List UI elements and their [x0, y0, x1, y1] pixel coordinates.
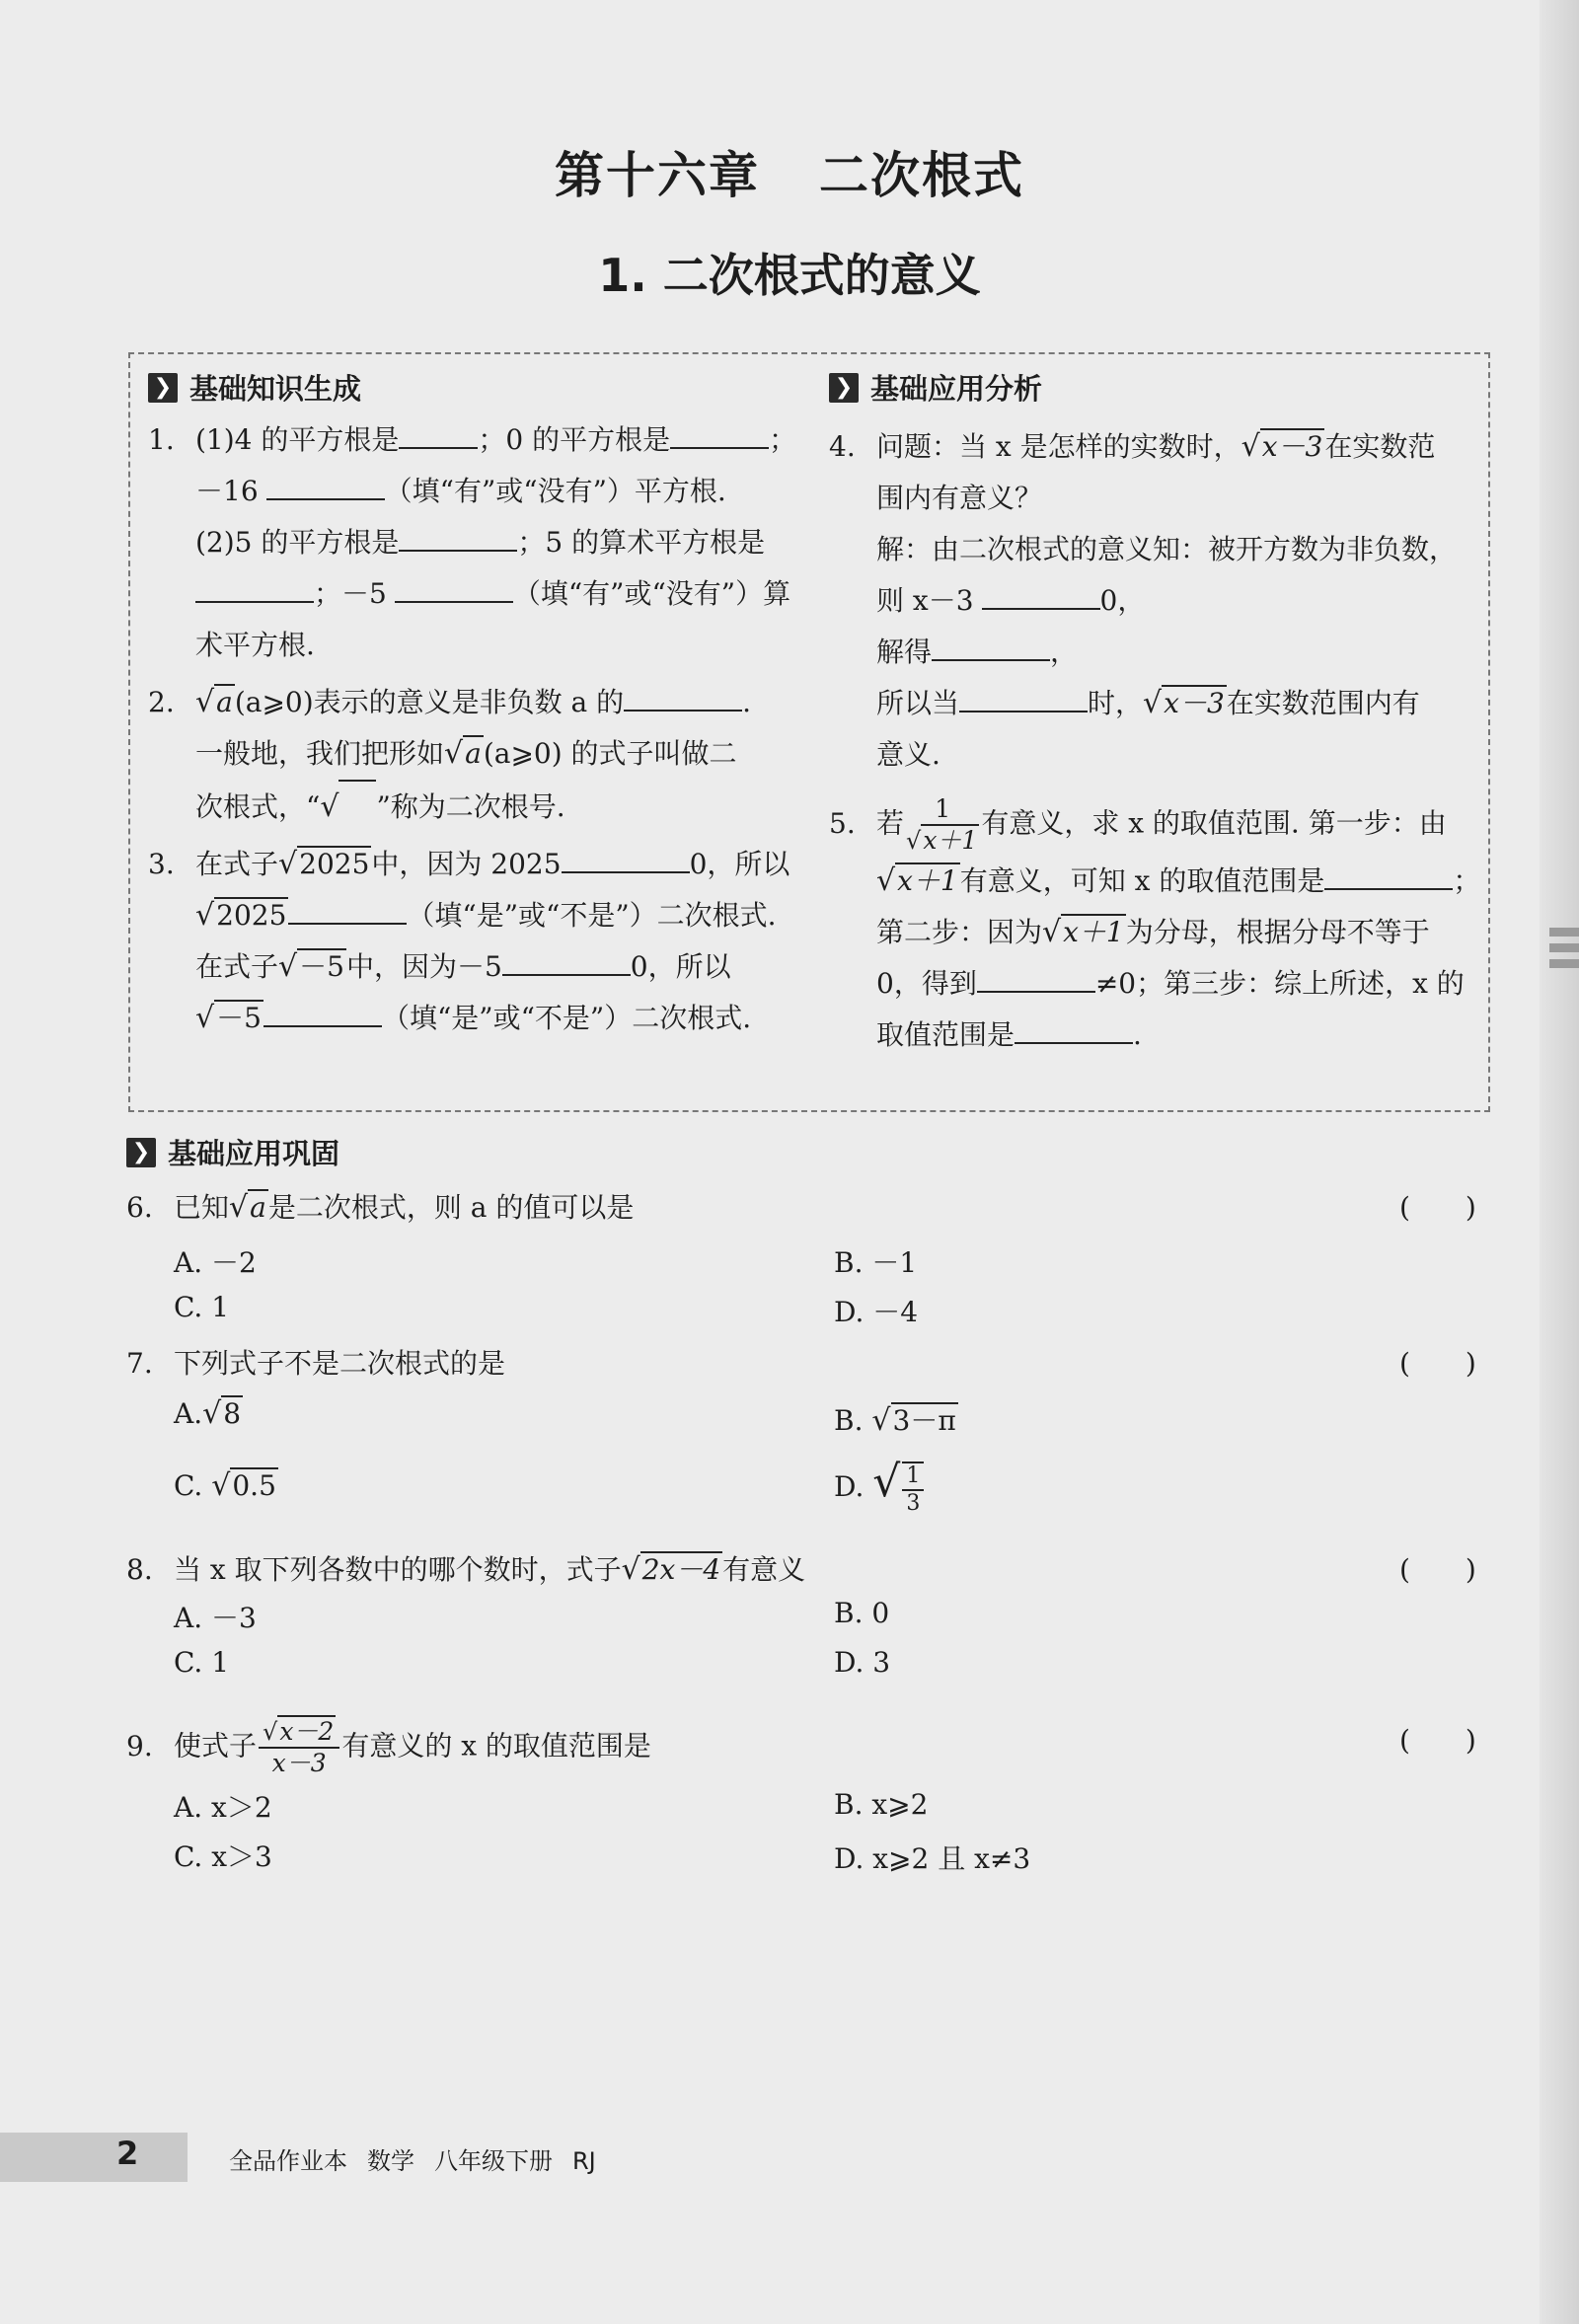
q4-text: 在实数范围内有	[1226, 687, 1420, 719]
radical: √8	[202, 1396, 242, 1431]
answer-blank[interactable]	[263, 996, 382, 1027]
option-label: C.	[174, 1469, 203, 1502]
q7-option-b[interactable]	[834, 1399, 958, 1439]
radical: √－5	[195, 1001, 262, 1035]
section-title: 1. 二次根式的意义	[598, 249, 981, 302]
radicand: －5	[299, 950, 344, 983]
q2-line-2	[148, 728, 799, 780]
radicand: a	[216, 686, 233, 718]
q3-text: 中，因为 2025	[371, 848, 562, 880]
radical: √a	[229, 1190, 266, 1225]
q4-line-4	[829, 575, 1480, 627]
q3-text: （填“是”或“不是”）二次根式.	[381, 1002, 752, 1034]
arrow-icon: ❯	[829, 373, 859, 403]
q2-text: (a⩾0) 的式子叫做二	[483, 737, 737, 770]
radicand: 3－π	[892, 1404, 956, 1437]
q2-number: 2.	[148, 686, 175, 718]
radicand: －5	[216, 1002, 262, 1034]
arrow-icon: ❯	[148, 373, 178, 403]
answer-blank[interactable]	[266, 469, 385, 500]
radicand: 2x－4	[641, 1553, 721, 1586]
radicand: x＋1	[1063, 916, 1124, 948]
q3-text: 0，所以	[689, 848, 790, 880]
radicand: x＋1	[923, 826, 978, 855]
answer-blank[interactable]	[502, 944, 631, 976]
answer-blank[interactable]	[977, 961, 1095, 993]
radicand: x－3	[1261, 430, 1323, 463]
q9-option-d[interactable]: D. x⩾2 且 x≠3	[834, 1842, 1031, 1875]
q4-text: 解得	[876, 636, 933, 668]
q3-line-1	[148, 839, 799, 890]
q6-option-a[interactable]: A. －2	[174, 1246, 257, 1279]
q3-line-2	[148, 890, 799, 941]
option-label: A.	[174, 1397, 203, 1430]
q3-text: 中，因为－5	[345, 950, 502, 983]
q4-line-3: 解：由二次根式的意义知：被开方数为非负数，	[876, 533, 1458, 565]
q2-text: .	[742, 686, 752, 718]
q5-number: 5.	[829, 806, 856, 840]
radical: √ $\frac{1}{3}$	[872, 1457, 926, 1517]
page-edge-shade	[1540, 0, 1579, 2324]
edge-marks	[1549, 928, 1579, 975]
q1-text: ；－5	[314, 577, 387, 610]
radical: √x－3	[1143, 686, 1225, 720]
radicand: a	[465, 737, 482, 770]
radical: √2025	[278, 847, 370, 881]
radicand: 0.5	[232, 1469, 276, 1502]
option-label: D.	[834, 1470, 865, 1503]
radicand: a	[250, 1191, 266, 1224]
q3-text: 在式子	[195, 848, 279, 880]
q5-text: 取值范围是	[876, 1018, 1015, 1051]
q5-text: 若	[876, 806, 905, 840]
consolidation-heading-text: 基础应用巩固	[168, 1137, 340, 1170]
q2-text: ”称为二次根号.	[376, 790, 565, 823]
radical-symbol: √	[320, 780, 376, 833]
q8-option-c[interactable]: C. 1	[174, 1646, 230, 1679]
footer-book: 全品作业本	[229, 2147, 347, 2175]
radicand: x＋1	[897, 864, 958, 897]
q4-number: 4.	[829, 430, 856, 463]
q9-text: 使式子	[174, 1729, 258, 1762]
q5-line-2	[829, 856, 1480, 907]
q1-line-5	[148, 620, 799, 671]
q5-line-5	[829, 1010, 1480, 1061]
page-number: 2	[116, 2135, 139, 2172]
q7-option-c[interactable]	[174, 1468, 278, 1503]
radicand: 2025	[216, 899, 287, 932]
answer-paren[interactable]: ( )	[1399, 1191, 1476, 1224]
radical: √x＋1	[1042, 915, 1124, 949]
answer-blank[interactable]	[624, 680, 742, 712]
q2-text: 次根式，“	[195, 790, 321, 823]
radical: √x＋1	[906, 826, 978, 855]
q1-text: 术平方根.	[195, 629, 315, 661]
q8-text: 有意义	[722, 1553, 806, 1586]
q1-line-3	[148, 517, 799, 568]
q5-text: ；	[1453, 864, 1481, 897]
chapter-name: 二次根式	[819, 147, 1024, 204]
q5-text: 有意义，求 x 的取值范围. 第一步：由	[981, 806, 1447, 840]
left-heading-text: 基础知识生成	[189, 372, 362, 406]
q9-number: 9.	[126, 1729, 153, 1762]
q1-text: （填“有”或“没有”）平方根.	[384, 475, 726, 507]
q8-option-b[interactable]: B. 0	[834, 1597, 890, 1629]
answer-blank[interactable]	[399, 520, 517, 552]
fraction	[259, 1717, 339, 1778]
footer-info	[229, 2141, 616, 2176]
q9-option-b[interactable]: B. x⩾2	[834, 1788, 929, 1821]
radical: √2x－4	[621, 1552, 721, 1587]
radical: √0.5	[211, 1468, 276, 1503]
q8-stem	[126, 1546, 1476, 1594]
q9-text: 有意义的 x 的取值范围是	[341, 1729, 651, 1762]
q4-text: 时，	[1088, 687, 1144, 719]
q4-text: 所以当	[876, 687, 960, 719]
answer-blank[interactable]	[562, 842, 690, 873]
q3-text: 在式子	[195, 950, 279, 983]
q4-text: 在实数范	[1324, 430, 1436, 463]
q4-text: 则 x－3	[876, 584, 974, 617]
radicand: 8	[223, 1397, 242, 1430]
q1-line-1	[148, 414, 799, 466]
option-label: B.	[834, 1404, 864, 1437]
q5-text: 有意义，可知 x 的取值范围是	[959, 864, 1325, 897]
answer-blank[interactable]	[959, 681, 1088, 712]
fraction-numerator: 1	[931, 794, 954, 826]
q2-text: 一般地，我们把形如	[195, 737, 445, 770]
answer-blank[interactable]	[288, 893, 407, 925]
q6-option-d[interactable]: D. －4	[834, 1296, 919, 1328]
q6-number: 6.	[126, 1191, 153, 1224]
q1-line-4	[148, 568, 799, 620]
radical: √x＋1	[876, 863, 958, 898]
q8-number: 8.	[126, 1553, 153, 1586]
answer-blank[interactable]	[670, 417, 769, 449]
left-column	[148, 414, 799, 1044]
q7-option-a[interactable]	[174, 1396, 243, 1431]
footer-edition: RJ	[572, 2147, 596, 2175]
q9-option-c[interactable]: C. x＞3	[174, 1840, 272, 1873]
q2-line-1	[148, 677, 799, 728]
right-heading	[829, 367, 1042, 408]
radical: √a	[444, 736, 482, 771]
q8-option-d[interactable]: D. 3	[834, 1646, 891, 1679]
q8-option-a[interactable]: A. －3	[174, 1602, 257, 1634]
answer-blank[interactable]	[932, 630, 1050, 661]
q3-line-3	[148, 941, 799, 993]
q5-line-1	[829, 794, 1480, 856]
answer-blank[interactable]	[982, 578, 1100, 610]
radical: √a	[195, 685, 233, 719]
answer-blank[interactable]	[399, 417, 478, 449]
answer-blank[interactable]	[1015, 1012, 1133, 1044]
footer-tab	[0, 2133, 188, 2182]
q5-text: 0，得到	[876, 967, 977, 1000]
radicand: 2025	[299, 848, 370, 880]
radicand: x－2	[279, 1717, 335, 1746]
q1-text: ；	[769, 423, 797, 456]
q1-text: （填“有”或“没有”）算	[512, 577, 791, 610]
answer-paren[interactable]: ( )	[1399, 1553, 1476, 1586]
q4-line-1	[829, 421, 1480, 473]
q5-line-4	[829, 958, 1480, 1010]
q1-text: ；5 的算术平方根是	[517, 526, 766, 559]
q7-text: 下列式子不是二次根式的是	[174, 1347, 506, 1380]
q1-text: (2)5 的平方根是	[195, 526, 400, 559]
q3-text: 0，所以	[630, 950, 731, 983]
q1-text: (1)4 的平方根是	[195, 423, 400, 456]
answer-paren[interactable]: ( )	[1399, 1347, 1476, 1380]
q7-number: 7.	[126, 1347, 153, 1380]
q5-text: .	[1133, 1018, 1142, 1051]
consolidation-heading	[126, 1132, 339, 1172]
footer-grade: 八年级下册	[434, 2147, 553, 2175]
fraction-denominator: x－3	[271, 1749, 327, 1777]
arrow-icon: ❯	[126, 1138, 156, 1167]
q2-line-3	[148, 780, 799, 833]
fraction-numerator: 1	[902, 1463, 924, 1491]
q4-text: 0，	[1099, 584, 1146, 617]
q9-option-a[interactable]: A. x＞2	[174, 1791, 272, 1824]
radical: √3－π	[871, 1403, 956, 1438]
right-column	[829, 421, 1480, 1061]
q2-text: (a⩾0)表示的意义是非负数 a 的	[234, 686, 625, 718]
q4-line-2: 围内有意义？	[876, 482, 1043, 514]
footer-subject: 数学	[367, 2147, 414, 2175]
q4-line-5	[829, 627, 1480, 678]
q5-line-3	[829, 907, 1480, 958]
fraction	[906, 794, 979, 856]
answer-blank[interactable]	[395, 571, 513, 603]
q6-text: 已知	[174, 1191, 230, 1224]
q3-text: （填“是”或“不是”）二次根式.	[407, 899, 777, 932]
q5-text: 为分母，根据分母不等于	[1125, 916, 1430, 948]
q4-text: 问题：当 x 是怎样的实数时，	[876, 430, 1241, 463]
q5-text: 第二步：因为	[876, 916, 1043, 948]
q4-line-7: 意义.	[876, 738, 940, 771]
q1-text: －16	[195, 475, 259, 507]
q1-number: 1.	[148, 423, 175, 456]
q7-stem	[126, 1340, 1476, 1387]
q6-option-b[interactable]: B. －1	[834, 1246, 918, 1279]
answer-blank[interactable]	[195, 571, 314, 603]
fraction-denominator: 3	[906, 1490, 921, 1516]
q3-line-4	[148, 993, 799, 1044]
radical: √－5	[278, 949, 344, 984]
fraction-numerator: √x－2	[259, 1717, 339, 1749]
q1-text: ；0 的平方根是	[478, 423, 671, 456]
answer-paren[interactable]: ( )	[1399, 1724, 1476, 1757]
q6-text: 是二次根式，则 a 的值可以是	[267, 1191, 635, 1224]
radicand: x－3	[1164, 687, 1225, 719]
q3-number: 3.	[148, 848, 175, 880]
q4-line-6	[829, 678, 1480, 729]
chapter-number: 第十六章	[555, 147, 760, 204]
q6-option-c[interactable]: C. 1	[174, 1291, 230, 1323]
q6-stem	[126, 1184, 1476, 1232]
q7-option-d[interactable]	[834, 1457, 926, 1517]
radical: √x－3	[1241, 429, 1323, 464]
chapter-title	[0, 136, 1579, 207]
answer-blank[interactable]	[1324, 859, 1453, 890]
q5-text: ≠0；第三步：综上所述，x 的	[1094, 967, 1465, 1000]
left-heading	[148, 367, 361, 408]
radical: √2025	[195, 898, 287, 933]
q1-line-2	[148, 466, 799, 517]
right-heading-text: 基础应用分析	[870, 372, 1043, 406]
q9-stem	[126, 1717, 1476, 1778]
q4-text: ，	[1050, 636, 1079, 668]
q8-text: 当 x 取下列各数中的哪个数时，式子	[174, 1553, 622, 1586]
